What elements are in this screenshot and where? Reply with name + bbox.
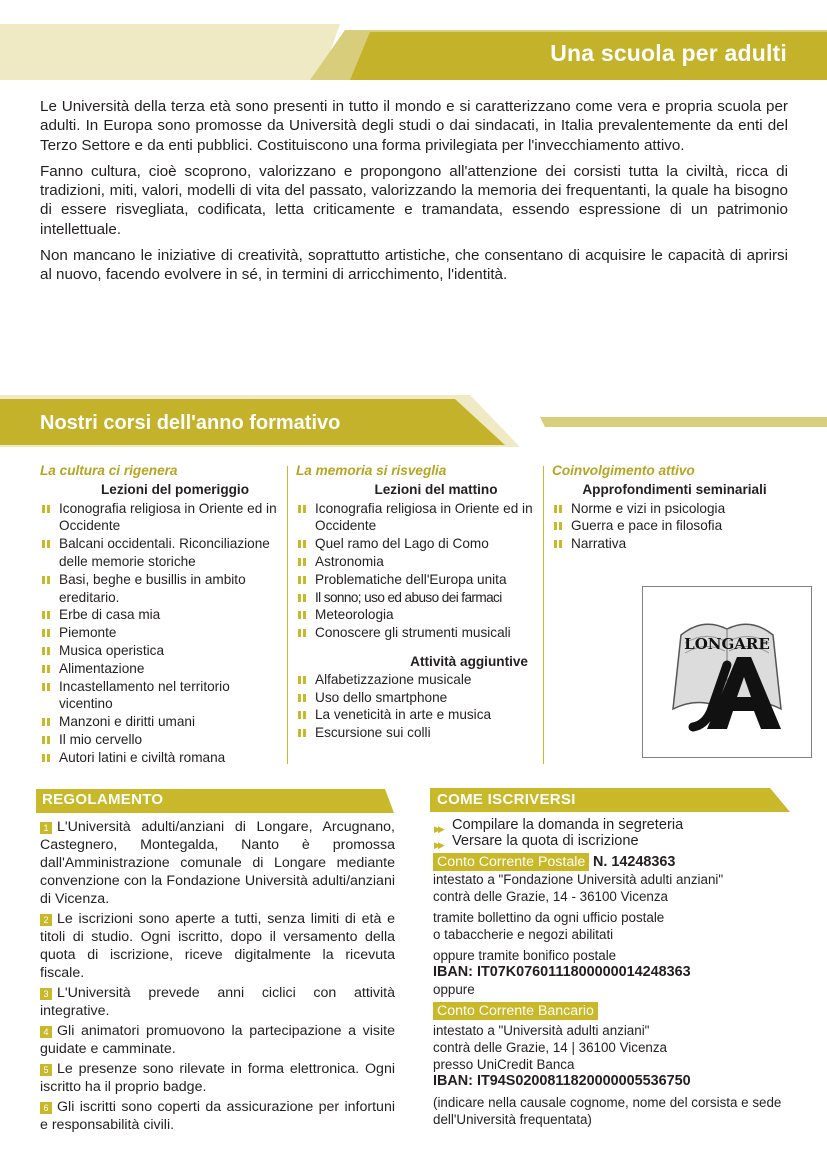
column-divider bbox=[543, 466, 544, 764]
bullet-icon bbox=[42, 718, 50, 726]
column-heading: Lezioni del pomeriggio bbox=[100, 481, 250, 497]
bancario-line: intestato a "Università adulti anziani" bbox=[433, 1023, 650, 1038]
logo-emblem-icon bbox=[643, 587, 811, 757]
course-item: Basi, beghe e busillis in ambito ereditario. bbox=[40, 571, 280, 607]
bullet-icon bbox=[298, 505, 306, 513]
bullet-icon bbox=[298, 694, 306, 702]
oppure-text: oppure bbox=[433, 982, 475, 997]
bullet-icon bbox=[42, 665, 50, 673]
bancario-block bbox=[433, 1002, 793, 1020]
course-item: Norme e vizi in psicologia bbox=[552, 500, 797, 518]
bullet-icon bbox=[298, 711, 306, 719]
course-item: Narrativa bbox=[552, 535, 797, 553]
extra-activities-heading: Attività aggiuntive bbox=[410, 653, 528, 669]
bancario-line: presso UniCredit Banca bbox=[433, 1057, 575, 1072]
bollettino-line: tramite bollettino da ogni ufficio postale bbox=[433, 910, 665, 925]
bullet-icon bbox=[42, 540, 50, 548]
column-divider bbox=[287, 466, 288, 764]
regolamento-item: 3 L'Università prevede anni ciclici con attività integrative. bbox=[40, 985, 395, 1019]
step-item: ▶▶ Versare la quota di iscrizione bbox=[433, 833, 793, 849]
column-heading: Lezioni del mattino bbox=[374, 481, 498, 497]
bullet-icon bbox=[42, 629, 50, 637]
course-item: Meteorologia bbox=[296, 606, 536, 624]
course-item: Guerra e pace in filosofia bbox=[552, 517, 797, 535]
course-item: Musica operistica bbox=[40, 642, 280, 660]
course-item: Conoscere gli strumenti musicali bbox=[296, 624, 536, 642]
intro-paragraph: Non mancano le iniziative di creatività, soprattutto artistiche, che consentano di acquisire le capacità di aprirsi al nuovo, facendo evolvere in sé, in termini di arricchimento, l'identità. bbox=[40, 247, 788, 284]
courses-column-seminars bbox=[552, 462, 797, 553]
iban-postale: IBAN: IT07K0760111800000014248363 bbox=[433, 964, 691, 980]
course-item: Alimentazione bbox=[40, 660, 280, 678]
course-item: Escursione sui colli bbox=[296, 724, 536, 742]
regolamento-list bbox=[40, 818, 395, 1136]
iban-bancario: IBAN: IT94S0200811820000005536750 bbox=[433, 1073, 691, 1089]
double-arrow-icon: ▶▶ bbox=[434, 840, 442, 850]
bullet-icon bbox=[298, 576, 306, 584]
bullet-icon bbox=[554, 522, 562, 530]
bollettino-line: oppure tramite bonifico postale bbox=[433, 948, 617, 963]
course-item: Autori latini e civiltà romana bbox=[40, 749, 280, 767]
postale-number: N. 14248363 bbox=[593, 854, 676, 870]
course-item: Il sonno; uso ed abuso dei farmaci bbox=[296, 589, 536, 607]
course-item: Astronomia bbox=[296, 553, 536, 571]
course-item: Piemonte bbox=[40, 624, 280, 642]
bollettino-line: o tabaccherie e negozi abilitati bbox=[433, 927, 614, 942]
course-item: Uso dello smartphone bbox=[296, 689, 536, 707]
course-item: Quel ramo del Lago di Como bbox=[296, 535, 536, 553]
courses-column-morning bbox=[296, 462, 536, 742]
course-item: Il mio cervello bbox=[40, 731, 280, 749]
postale-line: intestato a "Fondazione Università adulti anziani" bbox=[433, 872, 724, 887]
course-item: Problematiche dell'Europa unita bbox=[296, 571, 536, 589]
column-heading: Approfondimenti seminariali bbox=[582, 481, 767, 497]
course-item: Erbe di casa mia bbox=[40, 606, 280, 624]
regolamento-title: REGOLAMENTO bbox=[42, 791, 164, 808]
bullet-icon bbox=[554, 540, 562, 548]
postale-label: Conto Corrente Postale bbox=[433, 853, 589, 871]
bullet-icon bbox=[298, 676, 306, 684]
iscriversi-info bbox=[433, 817, 793, 1128]
course-item: Alfabetizzazione musicale bbox=[296, 671, 536, 689]
step-item: ▶▶ Compilare la domanda in segreteria bbox=[433, 817, 793, 833]
course-item: La veneticità in arte e musica bbox=[296, 706, 536, 724]
iscriversi-title: COME ISCRIVERSI bbox=[437, 791, 576, 808]
postale-line: contrà delle Grazie, 14 - 36100 Vicenza bbox=[433, 889, 668, 904]
bullet-icon bbox=[42, 683, 50, 691]
regolamento-item: 6 Gli iscritti sono coperti da assicurazione per infortuni e responsabilità civili. bbox=[40, 1099, 395, 1133]
course-item: Manzoni e diritti umani bbox=[40, 713, 280, 731]
longare-logo bbox=[642, 586, 812, 758]
bullet-icon bbox=[42, 505, 50, 513]
regolamento-item: 2 Le iscrizioni sono aperte a tutti, senza limiti di età e titoli di studio. Ogni iscritto, dopo il versamento della quota di iscrizione, riceve digitalmente la ricevuta fiscale. bbox=[40, 911, 395, 981]
intro-text bbox=[40, 97, 788, 292]
bullet-icon bbox=[298, 611, 306, 619]
bullet-icon bbox=[42, 754, 50, 762]
bullet-icon bbox=[42, 647, 50, 655]
page-title: Una scuola per adulti bbox=[550, 40, 787, 66]
bullet-icon bbox=[298, 540, 306, 548]
regolamento-item: 4 Gli animatori promuovono la partecipazione a visite guidate e camminate. bbox=[40, 1023, 395, 1057]
course-item: Balcani occidentali. Riconciliazione delle memorie storiche bbox=[40, 535, 280, 571]
courses-title: Nostri corsi dell'anno formativo bbox=[40, 412, 341, 434]
bullet-icon bbox=[42, 576, 50, 584]
bancario-line: contrà delle Grazie, 14 | 36100 Vicenza bbox=[433, 1040, 667, 1055]
postale-block bbox=[433, 853, 793, 871]
intro-paragraph: Fanno cultura, cioè scoprono, valorizzano e propongono all'attenzione dei corsisti tutta la civiltà, ricca di tradizioni, miti, valori, modelli di vita del passato, valorizzando la memoria dei frequentanti, la quale ha bisogno di essere risvegliata, codificata, letta criticamente e tramandata, essendo espressione di un patrimonio intellettuale. bbox=[40, 162, 788, 238]
intro-paragraph: Le Università della terza età sono presenti in tutto il mondo e si caratterizzano come vera e propria scuola per adulti. In Europa sono promosse da Università degli studi o dai sindacati, in Italia prevalentemente da enti del Terzo Settore e da enti pubblici. Costituiscono una forma privilegiata per l'invecchiamento attivo. bbox=[40, 98, 788, 154]
column-category: Coinvolgimento attivo bbox=[552, 463, 695, 478]
bullet-icon bbox=[298, 729, 306, 737]
course-item: Iconografia religiosa in Oriente ed in Occidente bbox=[296, 500, 536, 536]
causale-note: (indicare nella causale cognome, nome del corsista e sede dell'Università frequentata) bbox=[433, 1095, 782, 1127]
bullet-icon bbox=[298, 594, 306, 602]
bullet-icon bbox=[42, 611, 50, 619]
column-category: La cultura ci rigenera bbox=[40, 463, 178, 478]
logo-text: LONGARE bbox=[684, 635, 770, 653]
bullet-icon bbox=[298, 558, 306, 566]
bullet-icon bbox=[298, 629, 306, 637]
regolamento-item: 1 L'Università adulti/anziani di Longare, Arcugnano, Castegnero, Montegalda, Nanto è promossa dall'Amministrazione comunale di Longare mediante convenzione con la Fondazione Università adulti/anziani di Vicenza. bbox=[40, 819, 395, 907]
course-item: Incastellamento nel territorio vicentino bbox=[40, 678, 280, 714]
regolamento-item: 5 Le presenze sono rilevate in forma elettronica. Ogni iscritto ha il proprio badge. bbox=[40, 1061, 395, 1095]
column-category: La memoria si risveglia bbox=[296, 463, 447, 478]
double-arrow-icon: ▶▶ bbox=[434, 824, 442, 834]
bancario-label: Conto Corrente Bancario bbox=[433, 1002, 598, 1020]
course-item: Iconografia religiosa in Oriente ed in Occidente bbox=[40, 500, 280, 536]
bullet-icon bbox=[42, 736, 50, 744]
bullet-icon bbox=[554, 505, 562, 513]
courses-column-afternoon bbox=[40, 462, 280, 767]
